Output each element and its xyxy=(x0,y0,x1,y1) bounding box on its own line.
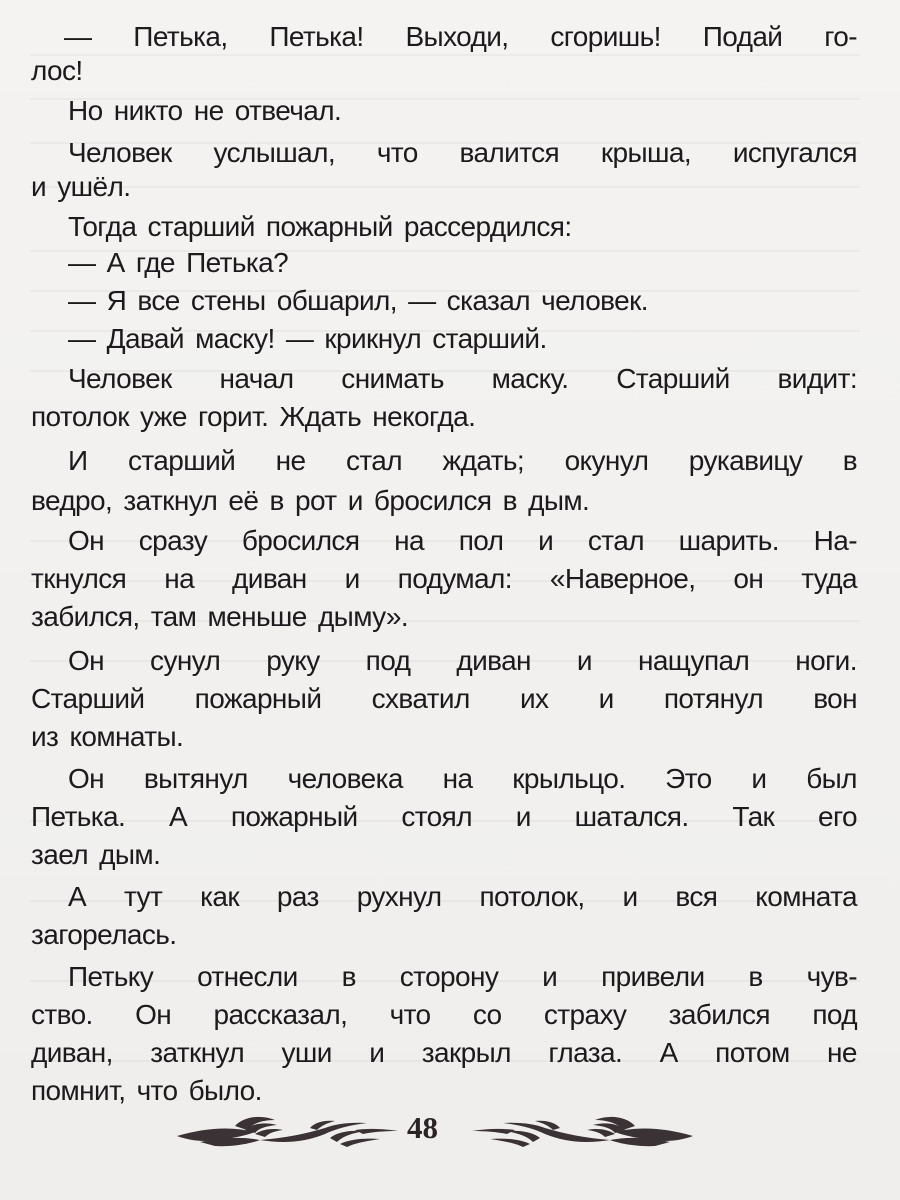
text-line xyxy=(31,838,172,872)
word: и xyxy=(542,961,558,992)
word: Он xyxy=(68,525,105,556)
word: Петька, xyxy=(133,21,228,52)
text-line xyxy=(31,484,601,518)
word: он xyxy=(733,563,764,594)
word: Петька. xyxy=(31,801,126,832)
word: диван xyxy=(456,645,531,676)
word: на xyxy=(164,563,195,594)
word: нащупал xyxy=(637,645,750,676)
word: крыльцо. xyxy=(512,763,626,794)
word: рухнул xyxy=(356,881,442,912)
word: вся xyxy=(675,881,718,912)
word: Он xyxy=(68,763,105,794)
word: Старший xyxy=(31,683,145,714)
text-line xyxy=(64,20,857,54)
text-line xyxy=(68,960,857,994)
word: бросился xyxy=(241,525,360,556)
word: и xyxy=(515,801,531,832)
text-line xyxy=(68,524,857,558)
word: в xyxy=(842,445,857,476)
word: сразу xyxy=(138,525,208,556)
flourish-right-icon xyxy=(470,1114,695,1154)
text-line-content: лос! xyxy=(31,55,83,86)
text-line xyxy=(31,998,857,1032)
word: туда xyxy=(801,563,857,594)
word: сгоришь! xyxy=(550,21,661,52)
word: А xyxy=(168,801,188,832)
text-line-content: потолок уже горит. Ждать некогда. xyxy=(31,401,476,432)
word: забился xyxy=(668,999,770,1030)
text-line xyxy=(68,246,300,280)
word: вон xyxy=(813,683,857,714)
word: стал xyxy=(587,525,644,556)
word: в xyxy=(341,961,356,992)
word: отнесли xyxy=(197,961,298,992)
word: — xyxy=(64,21,92,52)
word: потом xyxy=(715,1037,790,1068)
text-line xyxy=(68,284,660,318)
word: ткнулся xyxy=(31,563,127,594)
word: снимать xyxy=(341,363,444,394)
word: Это xyxy=(665,763,712,794)
word: и xyxy=(598,683,614,714)
word: окунул xyxy=(564,445,649,476)
word: стоял xyxy=(401,801,472,832)
text-line-content: из комнаты. xyxy=(31,721,184,752)
word: в xyxy=(748,961,763,992)
word: валится xyxy=(459,137,560,168)
text-line-content: Тогда старший пожарный рассердился: xyxy=(68,211,572,242)
word: комната xyxy=(755,881,857,912)
text-line-content: ведро, заткнул её в рот и бросился в дым. xyxy=(31,485,590,516)
text-line-content: и ушёл. xyxy=(31,171,131,202)
word: Человек xyxy=(68,137,172,168)
text-line xyxy=(31,170,142,204)
text-line xyxy=(31,562,857,596)
text-line xyxy=(68,362,857,396)
word: на xyxy=(442,763,473,794)
word: ство. xyxy=(31,999,93,1030)
word: потолок, xyxy=(479,881,585,912)
word: привели xyxy=(601,961,705,992)
word: не xyxy=(827,1037,857,1068)
word: видит: xyxy=(777,363,857,394)
word: маску. xyxy=(491,363,569,394)
word: А xyxy=(659,1037,678,1068)
word: раз xyxy=(276,881,319,912)
word: диван, xyxy=(31,1037,113,1068)
word: и xyxy=(369,1037,385,1068)
word: потянул xyxy=(663,683,763,714)
word: и xyxy=(538,525,554,556)
word: был xyxy=(806,763,857,794)
text-line xyxy=(68,322,559,356)
word: их xyxy=(519,683,549,714)
text-line xyxy=(31,54,95,88)
text-line xyxy=(31,600,420,634)
text-line xyxy=(31,1036,857,1070)
word: сунул xyxy=(150,645,221,676)
word: И xyxy=(68,445,88,476)
text-line xyxy=(68,210,584,244)
word: и xyxy=(576,645,592,676)
word: старший xyxy=(128,445,236,476)
word: крыша, xyxy=(600,137,692,168)
word: человека xyxy=(287,763,403,794)
text-line xyxy=(68,444,857,478)
text-line-content: заел дым. xyxy=(31,839,161,870)
word: «Наверное, xyxy=(549,563,696,594)
word: Подай xyxy=(702,21,783,52)
word: как xyxy=(200,881,239,912)
word: тут xyxy=(124,881,163,912)
word: стал xyxy=(345,445,403,476)
word: пожарный xyxy=(230,801,358,832)
word: уши xyxy=(281,1037,332,1068)
text-line-content: помнит, что было. xyxy=(31,1075,262,1106)
word: закрыл xyxy=(421,1037,511,1068)
word: Он xyxy=(135,999,172,1030)
word: глаза. xyxy=(548,1037,623,1068)
text-line xyxy=(31,918,188,952)
word: страху xyxy=(543,999,627,1030)
word: шатался. xyxy=(574,801,689,832)
text-line xyxy=(31,682,857,716)
word: подумал: xyxy=(397,563,512,594)
word: начал xyxy=(219,363,294,394)
word: вытянул xyxy=(143,763,248,794)
word: услышал, xyxy=(213,137,336,168)
word: что xyxy=(376,137,418,168)
word: чув- xyxy=(806,961,857,992)
word: пожарный xyxy=(194,683,322,714)
text-line xyxy=(31,800,857,834)
word: диван xyxy=(232,563,307,594)
text-line xyxy=(31,720,195,754)
word: не xyxy=(275,445,306,476)
word: шарить. xyxy=(678,525,779,556)
text-line xyxy=(68,136,857,170)
text-line-content: — Давай маску! — крикнул старший. xyxy=(68,323,547,354)
text-line xyxy=(31,400,487,434)
word: заткнул xyxy=(150,1037,245,1068)
text-line-content: — Я все стены обшарил, — сказал человек. xyxy=(68,285,648,316)
word: сторону xyxy=(399,961,499,992)
text-line-content: загорелась. xyxy=(31,919,177,950)
word: пол xyxy=(458,525,504,556)
word: и xyxy=(622,881,638,912)
word: руку xyxy=(266,645,320,676)
word: Человек xyxy=(68,363,172,394)
word: Старший xyxy=(616,363,730,394)
text-line-content: — А где Петька? xyxy=(68,247,289,278)
text-line-content: забился, там меньше дыму». xyxy=(31,601,409,632)
word: А xyxy=(68,881,87,912)
text-line xyxy=(68,94,353,128)
flourish-left-icon xyxy=(175,1114,400,1154)
word: рукавицу xyxy=(688,445,803,476)
word: испугался xyxy=(732,137,857,168)
word: ждать; xyxy=(442,445,525,476)
word: под xyxy=(812,999,857,1030)
text-line xyxy=(68,880,857,914)
word: что xyxy=(389,999,431,1030)
word: Петька! xyxy=(269,21,364,52)
word: На- xyxy=(813,525,857,556)
page-number: 48 xyxy=(407,1110,438,1145)
text-line xyxy=(68,762,857,796)
text-line xyxy=(68,644,857,678)
word: Так xyxy=(732,801,775,832)
word: и xyxy=(751,763,767,794)
word: ноги. xyxy=(795,645,857,676)
page-footer xyxy=(0,1100,900,1170)
word: рассказал, xyxy=(213,999,348,1030)
word: схватил xyxy=(371,683,470,714)
word: под xyxy=(365,645,411,676)
word: его xyxy=(817,801,857,832)
word: на xyxy=(394,525,424,556)
text-line-content: Но никто не отвечал. xyxy=(68,95,342,126)
word: со xyxy=(472,999,502,1030)
word: Петьку xyxy=(68,961,154,992)
word: Выходи, xyxy=(405,21,509,52)
word: Он xyxy=(68,645,105,676)
word: и xyxy=(344,563,360,594)
word: го- xyxy=(824,21,857,52)
